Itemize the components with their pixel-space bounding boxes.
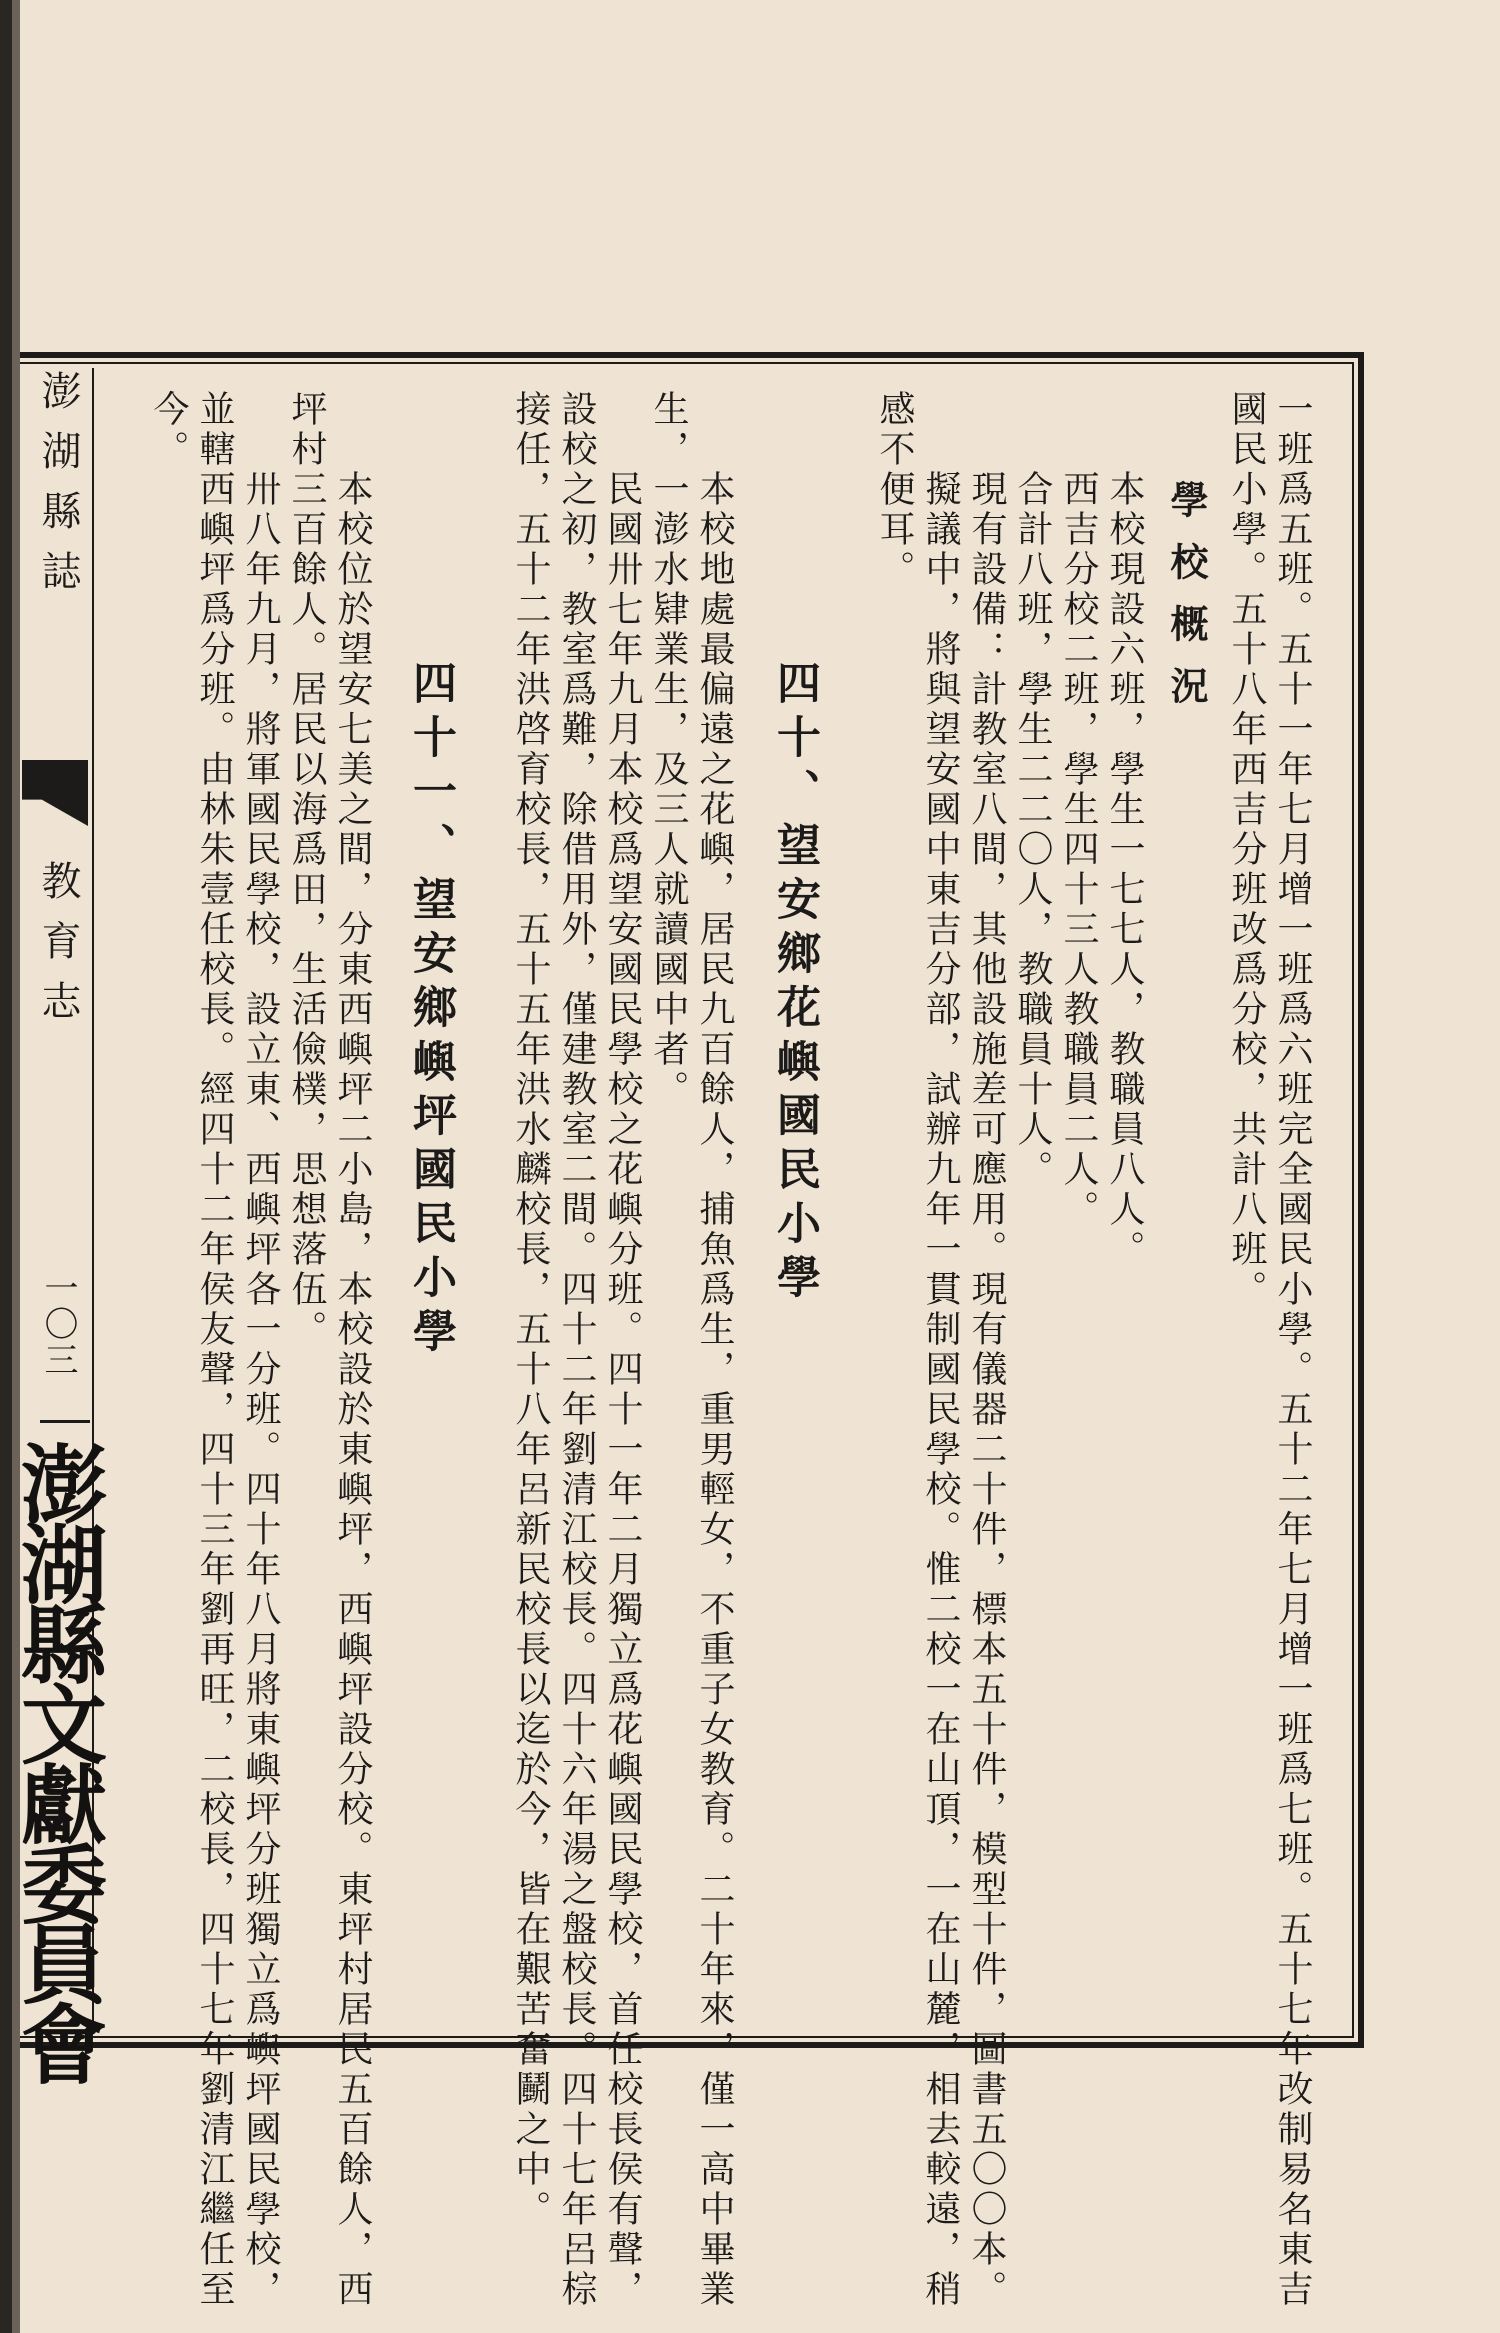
page-number: 一〇三 [38,1270,78,1378]
section-heading-41: 四十一、望安鄉嶼坪國民小學 [405,660,456,1362]
text-column: 感不便耳。 [874,390,915,590]
text-column: 現有設備：計教室八間，其他設施差可應用。現有儀器二十件，標本五十件，模型十件，圖書五〇〇本。 [966,430,1007,2310]
text-column: 合計八班，學生二二〇人，教職員十人。 [1012,430,1053,1190]
text-column: 坪村三百餘人。居民以海爲田，生活儉樸，思想落伍。 [286,390,327,1350]
text-column: 並轄西嶼坪爲分班。由林朱壹任校長。經四十二年侯友聲，四十三年劉再旺，二校長，四十七年劉清江繼任至 [194,390,235,2310]
text-column: 本校位於望安七美之間，分東西嶼坪二小島，本校設於東嶼坪，西嶼坪設分校。東坪村居民五百餘人，西 [332,430,373,2310]
subheading-school-overview: 學校概況 [1164,480,1209,728]
text-column: 一班爲五班。五十一年七月增一班爲六班完全國民小學。五十二年七月增一班爲七班。五十七年改制易名東吉 [1272,390,1313,2310]
text-column: 設校之初，教室爲難，除借用外，僅建教室二間。四十二年劉清江校長。四十六年湯之盤校長。四十七年呂棕 [556,390,597,2310]
publisher-stamp: 澎湖縣文獻委員會 [6,1440,107,2080]
text-column: 接任，五十二年洪啓育校長，五十五年洪水麟校長，五十八年呂新民校長以迄於今，皆在艱苦奮鬭之中。 [510,390,551,2230]
text-column: 國民小學。五十八年西吉分班改爲分校，共計八班。 [1226,390,1267,1310]
text-column: 今。 [148,390,189,470]
section-name: 教育志 [35,860,81,1040]
text-column: 生，一澎水肄業生，及三人就讀國中者。 [648,390,689,1110]
book-title: 澎湖縣誌 [35,370,81,610]
text-column: 西吉分校二班，學生四十三人教職員二人。 [1058,430,1099,1230]
section-heading-40: 四十、望安鄉花嶼國民小學 [769,660,820,1308]
text-column: 民國卅七年九月本校爲望安國民學校之花嶼分班。四十一年二月獨立爲花嶼國民學校，首任校長侯有聲， [602,430,643,2310]
text-column: 擬議中，將與望安國中東吉分部，試辦九年一貫制國民學校。惟二校一在山頂，一在山麓，相去較遠，稍 [920,430,961,2310]
text-column: 本校現設六班，學生一七七人，教職員八人。 [1104,430,1145,1270]
text-column: 卅八年九月，將軍國民學校，設立東、西嶼坪各一分班。四十年八月將東嶼坪分班獨立爲嶼坪國民學校， [240,430,281,2310]
text-column: 本校地處最偏遠之花嶼，居民九百餘人，捕魚爲生，重男輕女，不重子女教育。二十年來，僅一高中畢業 [694,430,735,2310]
footer-rule [40,1420,90,1423]
